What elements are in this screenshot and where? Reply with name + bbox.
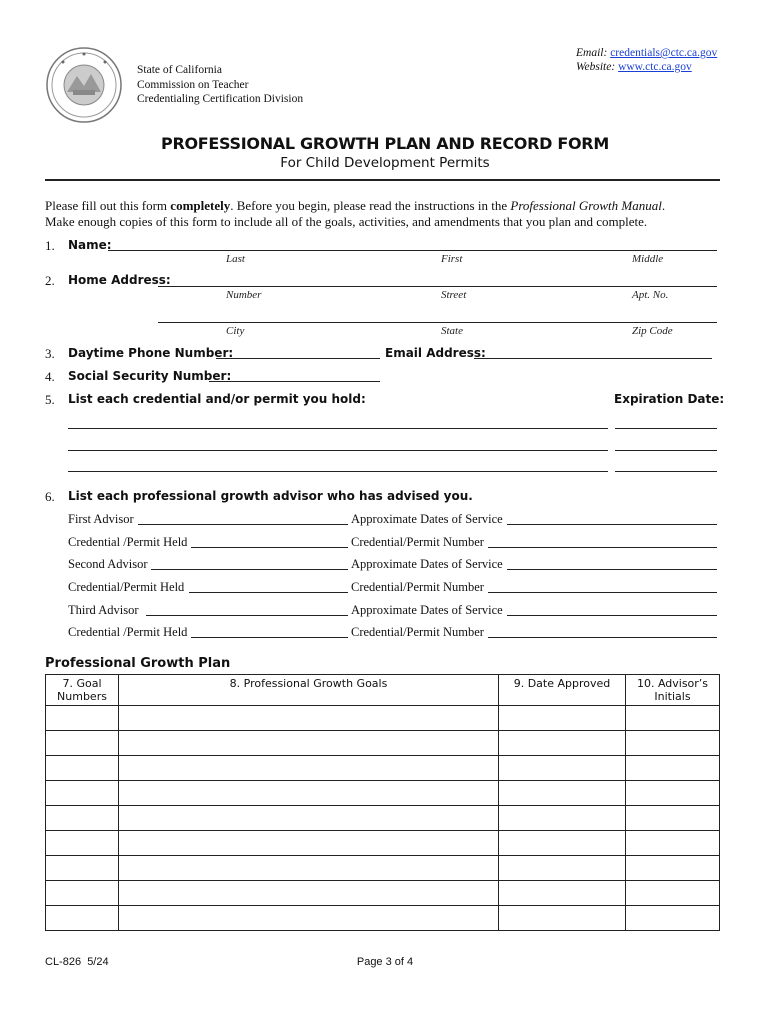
goal-number-cell[interactable] <box>46 706 119 731</box>
col-date-approved: 9. Date Approved <box>499 675 626 706</box>
advisor-row-3-right-label: Approximate Dates of Service <box>351 557 503 571</box>
table-row <box>46 706 720 731</box>
goal-cell[interactable] <box>119 706 499 731</box>
advisor-row-3-label: Second Advisor <box>68 557 148 571</box>
table-row <box>46 856 720 881</box>
goal-number-cell[interactable] <box>46 881 119 906</box>
title-divider <box>45 179 720 181</box>
col-advisors-initials: 10. Advisor’s Initials <box>626 675 720 706</box>
advisor-row-5-right-label: Approximate Dates of Service <box>351 603 503 617</box>
credential-field-3[interactable] <box>68 471 608 472</box>
q6-number: 6. <box>45 489 55 504</box>
q5-number: 5. <box>45 392 55 407</box>
table-row <box>46 906 720 931</box>
intro-line-2: Make enough copies of this form to include all of the goals, activities, and amendments that you plan and complete. <box>45 214 648 229</box>
advisor-initials-cell[interactable] <box>626 756 720 781</box>
name-caption-first: First <box>441 253 463 265</box>
plan-header-row <box>46 675 720 706</box>
address-caption-apt: Apt. No. <box>632 289 669 301</box>
advisor-row-4-label: Credential/Permit Held <box>68 580 185 594</box>
intro-text-b: . Before you begin, please read the instructions in the <box>230 198 511 213</box>
contact-website <box>576 61 692 73</box>
date-approved-cell[interactable] <box>499 731 626 756</box>
third-advisor-dates-field[interactable] <box>507 615 717 616</box>
contact-email <box>576 47 717 59</box>
website-label: Website: <box>576 61 616 73</box>
q4-number: 4. <box>45 369 55 384</box>
q1-number: 1. <box>45 238 55 253</box>
advisor-initials-cell[interactable] <box>626 906 720 931</box>
table-row <box>46 831 720 856</box>
goal-number-cell[interactable] <box>46 756 119 781</box>
website-link[interactable]: www.ctc.ca.gov <box>618 61 692 73</box>
date-approved-cell[interactable] <box>499 756 626 781</box>
agency-name-line-2: Commission on Teacher <box>137 79 249 91</box>
intro-text-c: . <box>661 198 666 213</box>
date-approved-cell[interactable] <box>499 856 626 881</box>
advisor-row-5-label: Third Advisor <box>68 603 139 617</box>
credential-field-2[interactable] <box>68 450 608 451</box>
expiration-field-3[interactable] <box>615 471 717 472</box>
goal-cell[interactable] <box>119 781 499 806</box>
first-advisor-credential-number-field[interactable] <box>488 547 717 548</box>
credentials-label: List each credential and/or permit you hold: <box>68 392 366 406</box>
form-id: CL-826 5/24 <box>45 956 109 968</box>
name-field[interactable] <box>108 250 717 251</box>
page-number: Page 3 of 4 <box>356 956 414 968</box>
professional-growth-plan-table <box>45 674 720 931</box>
expiration-field-1[interactable] <box>615 428 717 429</box>
advisor-initials-cell[interactable] <box>626 806 720 831</box>
address-caption-city: City <box>226 325 245 337</box>
third-advisor-field[interactable] <box>146 615 348 616</box>
advisor-initials-cell[interactable] <box>626 706 720 731</box>
third-advisor-credential-field[interactable] <box>191 637 348 638</box>
date-approved-cell[interactable] <box>499 806 626 831</box>
advisor-row-2-label: Credential /Permit Held <box>68 535 188 549</box>
state-seal-logo <box>45 46 123 124</box>
goal-number-cell[interactable] <box>46 731 119 756</box>
q2-number: 2. <box>45 273 55 288</box>
name-caption-last: Last <box>226 253 245 265</box>
table-row <box>46 781 720 806</box>
city-state-zip-field[interactable] <box>158 322 717 323</box>
second-advisor-credential-field[interactable] <box>189 592 348 593</box>
intro-line-1 <box>45 198 665 214</box>
advisor-row-2-right-label: Credential/Permit Number <box>351 535 484 549</box>
goal-number-cell[interactable] <box>46 781 119 806</box>
advisor-initials-cell[interactable] <box>626 781 720 806</box>
manual-title: Professional Growth Manual <box>510 198 662 213</box>
advisor-row-1-label: First Advisor <box>68 512 134 526</box>
email-link[interactable]: credentials@ctc.ca.gov <box>610 47 718 59</box>
advisor-initials-cell[interactable] <box>626 856 720 881</box>
form-subtitle: For Child Development Permits <box>280 155 490 171</box>
ssn-field[interactable] <box>209 381 380 382</box>
col-goal-numbers: 7. Goal Numbers <box>46 675 119 706</box>
goal-cell[interactable] <box>119 856 499 881</box>
date-approved-cell[interactable] <box>499 881 626 906</box>
first-advisor-credential-field[interactable] <box>191 547 348 548</box>
advisor-row-4-right-label: Credential/Permit Number <box>351 580 484 594</box>
form-title: PROFESSIONAL GROWTH PLAN AND RECORD FORM <box>161 134 609 153</box>
expiration-field-2[interactable] <box>615 450 717 451</box>
table-row <box>46 806 720 831</box>
first-advisor-dates-field[interactable] <box>507 524 717 525</box>
daytime-phone-field[interactable] <box>216 358 380 359</box>
email-address-field[interactable] <box>474 358 712 359</box>
q3-number: 3. <box>45 346 55 361</box>
goal-cell[interactable] <box>119 731 499 756</box>
plan-heading: Professional Growth Plan <box>45 656 231 671</box>
goal-cell[interactable] <box>119 881 499 906</box>
advisor-initials-cell[interactable] <box>626 731 720 756</box>
date-approved-cell[interactable] <box>499 781 626 806</box>
email-label: Email: <box>576 47 608 59</box>
date-approved-cell[interactable] <box>499 906 626 931</box>
agency-name-line-3: Credentialing Certification Division <box>137 93 304 105</box>
address-caption-state: State <box>441 325 463 337</box>
goal-number-cell[interactable] <box>46 806 119 831</box>
goal-cell[interactable] <box>119 831 499 856</box>
intro-text-a: Please fill out this form <box>45 198 171 213</box>
advisor-row-6-right-label: Credential/Permit Number <box>351 625 484 639</box>
col-professional-growth-goals: 8. Professional Growth Goals <box>119 675 499 706</box>
goal-cell[interactable] <box>119 756 499 781</box>
email-address-label: Email Address: <box>385 346 486 360</box>
third-advisor-credential-number-field[interactable] <box>488 637 717 638</box>
goal-cell[interactable] <box>119 806 499 831</box>
address-caption-zip: Zip Code <box>632 325 673 337</box>
address-caption-number: Number <box>226 289 262 301</box>
advisor-initials-cell[interactable] <box>626 831 720 856</box>
date-approved-cell[interactable] <box>499 706 626 731</box>
home-address-label: Home Address: <box>68 273 171 287</box>
second-advisor-credential-number-field[interactable] <box>488 592 717 593</box>
advisors-label: List each professional growth advisor who has advised you. <box>68 489 473 503</box>
date-approved-cell[interactable] <box>499 831 626 856</box>
agency-name-line-1: State of California <box>137 64 222 76</box>
name-label: Name: <box>68 238 112 252</box>
credential-field-1[interactable] <box>68 428 608 429</box>
daytime-phone-label: Daytime Phone Number: <box>68 346 234 360</box>
address-caption-street: Street <box>441 289 467 301</box>
ssn-label: Social Security Number: <box>68 369 232 383</box>
street-address-field[interactable] <box>158 286 717 287</box>
intro-bold: completely <box>170 198 231 213</box>
advisor-initials-cell[interactable] <box>626 881 720 906</box>
name-caption-middle: Middle <box>632 253 664 265</box>
table-row <box>46 881 720 906</box>
advisor-row-6-label: Credential /Permit Held <box>68 625 188 639</box>
table-row <box>46 756 720 781</box>
advisor-row-1-right-label: Approximate Dates of Service <box>351 512 503 526</box>
goal-cell[interactable] <box>119 906 499 931</box>
expiration-date-label: Expiration Date: <box>614 392 725 406</box>
second-advisor-field[interactable] <box>151 569 348 570</box>
first-advisor-field[interactable] <box>138 524 348 525</box>
table-row <box>46 731 720 756</box>
second-advisor-dates-field[interactable] <box>507 569 717 570</box>
goal-number-cell[interactable] <box>46 831 119 856</box>
goal-number-cell[interactable] <box>46 906 119 931</box>
goal-number-cell[interactable] <box>46 856 119 881</box>
